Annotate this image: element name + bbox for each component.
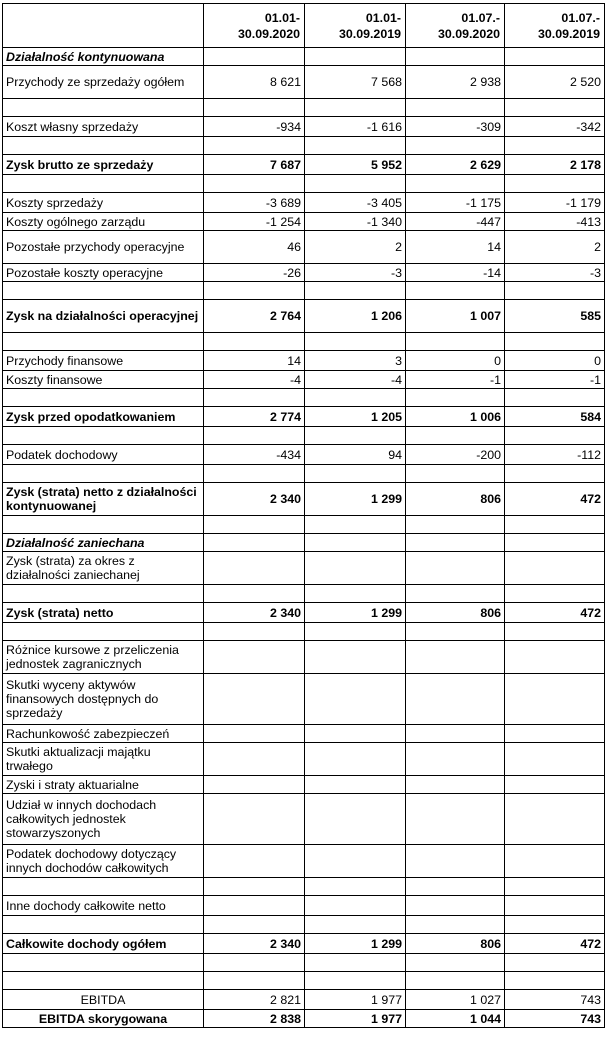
value-cell: 2 774 <box>204 407 305 427</box>
value-cell <box>505 282 605 300</box>
row-label <box>3 427 204 445</box>
table-row <box>3 776 605 794</box>
value-cell: -3 <box>305 264 406 282</box>
table-body <box>3 4 605 1028</box>
row-label <box>3 282 204 300</box>
row-label: Inne dochody całkowite netto <box>3 896 204 916</box>
value-cell <box>204 896 305 916</box>
value-cell: -14 <box>406 264 505 282</box>
row-label: Zysk przed opodatkowaniem <box>3 407 204 427</box>
value-cell <box>305 725 406 743</box>
value-cell <box>505 516 605 534</box>
value-cell <box>305 743 406 776</box>
table-row <box>3 48 605 66</box>
table-row <box>3 333 605 351</box>
value-cell: 94 <box>305 445 406 465</box>
value-cell: 1 977 <box>305 1010 406 1028</box>
value-cell: 806 <box>406 603 505 623</box>
value-cell <box>505 175 605 193</box>
value-cell <box>406 333 505 351</box>
value-cell <box>505 552 605 585</box>
row-label: Udział w innych dochodach całkowitych jednostek stowarzyszonych <box>3 794 204 845</box>
value-cell: -934 <box>204 117 305 137</box>
value-cell <box>406 845 505 878</box>
value-cell <box>505 623 605 641</box>
value-cell: 1 299 <box>305 934 406 954</box>
value-cell <box>204 845 305 878</box>
value-cell: 1 299 <box>305 483 406 516</box>
row-label: Podatek dochodowy <box>3 445 204 465</box>
value-cell <box>505 48 605 66</box>
value-cell <box>505 794 605 845</box>
value-cell: 806 <box>406 934 505 954</box>
value-cell <box>505 427 605 445</box>
value-cell: -342 <box>505 117 605 137</box>
value-cell <box>204 389 305 407</box>
value-cell <box>204 282 305 300</box>
table-row <box>3 641 605 674</box>
value-cell: 2 629 <box>406 155 505 175</box>
table-row <box>3 137 605 155</box>
table-row <box>3 1010 605 1028</box>
value-cell <box>406 916 505 934</box>
value-cell <box>305 99 406 117</box>
value-cell <box>505 99 605 117</box>
table-row <box>3 351 605 371</box>
value-cell <box>406 674 505 725</box>
value-cell: 7 687 <box>204 155 305 175</box>
value-cell: 2 178 <box>505 155 605 175</box>
value-cell <box>406 641 505 674</box>
value-cell: -3 405 <box>305 193 406 213</box>
value-cell <box>305 389 406 407</box>
value-cell <box>204 99 305 117</box>
value-cell <box>305 516 406 534</box>
value-cell: 1 007 <box>406 300 505 333</box>
value-cell <box>505 896 605 916</box>
table-row <box>3 954 605 972</box>
value-cell <box>406 465 505 483</box>
table-row <box>3 845 605 878</box>
value-cell <box>305 878 406 896</box>
value-cell <box>505 465 605 483</box>
row-label: Zysk (strata) netto z działalności kontynuowanej <box>3 483 204 516</box>
value-cell: 46 <box>204 231 305 264</box>
value-cell <box>204 954 305 972</box>
row-label: Podatek dochodowy dotyczący innych dochodów całkowitych <box>3 845 204 878</box>
value-cell <box>204 427 305 445</box>
table-row <box>3 743 605 776</box>
value-cell <box>406 552 505 585</box>
value-cell <box>204 878 305 896</box>
table-row <box>3 282 605 300</box>
value-cell: -1 254 <box>204 213 305 231</box>
value-cell <box>204 552 305 585</box>
value-cell: -309 <box>406 117 505 137</box>
table-row <box>3 407 605 427</box>
value-cell: -413 <box>505 213 605 231</box>
value-cell: -26 <box>204 264 305 282</box>
value-cell: 0 <box>505 351 605 371</box>
row-label: Zysk (strata) netto <box>3 603 204 623</box>
value-cell <box>204 725 305 743</box>
value-cell: -4 <box>305 371 406 389</box>
value-cell <box>305 916 406 934</box>
row-label: Przychody finansowe <box>3 351 204 371</box>
value-cell <box>305 552 406 585</box>
value-cell: -1 <box>505 371 605 389</box>
value-cell: 2 838 <box>204 1010 305 1028</box>
value-cell <box>305 282 406 300</box>
row-label <box>3 516 204 534</box>
value-cell: 2 340 <box>204 483 305 516</box>
row-label <box>3 954 204 972</box>
value-cell: -1 340 <box>305 213 406 231</box>
header-row <box>3 4 605 48</box>
table-row <box>3 725 605 743</box>
table-row <box>3 427 605 445</box>
row-label: Koszty sprzedaży <box>3 193 204 213</box>
value-cell <box>505 389 605 407</box>
table-row <box>3 213 605 231</box>
row-label: EBITDA <box>3 990 204 1010</box>
value-cell <box>305 896 406 916</box>
value-cell <box>204 916 305 934</box>
value-cell <box>305 776 406 794</box>
value-cell <box>204 794 305 845</box>
value-cell <box>305 623 406 641</box>
table-row <box>3 794 605 845</box>
table-row <box>3 534 605 552</box>
row-label: Zyski i straty aktuarialne <box>3 776 204 794</box>
table-row <box>3 516 605 534</box>
table-row <box>3 155 605 175</box>
value-cell <box>406 48 505 66</box>
table-row <box>3 264 605 282</box>
value-cell <box>505 674 605 725</box>
header-cell: 01.01- 30.09.2019 <box>305 4 406 48</box>
table-row <box>3 674 605 725</box>
row-label: Pozostałe przychody operacyjne <box>3 231 204 264</box>
value-cell: 1 006 <box>406 407 505 427</box>
value-cell: 2 938 <box>406 66 505 99</box>
value-cell <box>406 427 505 445</box>
value-cell <box>406 954 505 972</box>
value-cell <box>204 48 305 66</box>
value-cell: 2 821 <box>204 990 305 1010</box>
value-cell: 2 764 <box>204 300 305 333</box>
value-cell: 0 <box>406 351 505 371</box>
value-cell <box>505 641 605 674</box>
value-cell: -1 616 <box>305 117 406 137</box>
value-cell: 1 299 <box>305 603 406 623</box>
value-cell <box>505 333 605 351</box>
row-label: Rachunkowość zabezpieczeń <box>3 725 204 743</box>
value-cell: -112 <box>505 445 605 465</box>
table-row <box>3 300 605 333</box>
value-cell: 3 <box>305 351 406 371</box>
header-label-cell <box>3 4 204 48</box>
row-label: Skutki wyceny aktywów finansowych dostępnych do sprzedaży <box>3 674 204 725</box>
value-cell <box>305 534 406 552</box>
value-cell: 2 <box>305 231 406 264</box>
table-row <box>3 972 605 990</box>
value-cell <box>305 333 406 351</box>
value-cell: 472 <box>505 483 605 516</box>
value-cell <box>505 776 605 794</box>
value-cell: 1 205 <box>305 407 406 427</box>
value-cell: -1 <box>406 371 505 389</box>
value-cell <box>204 743 305 776</box>
value-cell <box>204 516 305 534</box>
value-cell: 14 <box>204 351 305 371</box>
table-row <box>3 916 605 934</box>
value-cell <box>505 954 605 972</box>
table-row <box>3 623 605 641</box>
table-row <box>3 175 605 193</box>
value-cell: 806 <box>406 483 505 516</box>
value-cell: 743 <box>505 1010 605 1028</box>
value-cell: 472 <box>505 934 605 954</box>
value-cell <box>305 972 406 990</box>
value-cell: 14 <box>406 231 505 264</box>
value-cell: 1 027 <box>406 990 505 1010</box>
value-cell <box>505 137 605 155</box>
value-cell <box>505 585 605 603</box>
row-label <box>3 175 204 193</box>
value-cell <box>505 743 605 776</box>
value-cell <box>406 585 505 603</box>
table-row <box>3 231 605 264</box>
table-row <box>3 193 605 213</box>
value-cell: 1 977 <box>305 990 406 1010</box>
value-cell <box>204 585 305 603</box>
row-label: Koszty finansowe <box>3 371 204 389</box>
table-row <box>3 896 605 916</box>
row-label: Zysk (strata) za okres z działalności zaniechanej <box>3 552 204 585</box>
value-cell: -1 175 <box>406 193 505 213</box>
value-cell: 7 568 <box>305 66 406 99</box>
row-label <box>3 389 204 407</box>
row-label: Pozostałe koszty operacyjne <box>3 264 204 282</box>
value-cell <box>406 175 505 193</box>
value-cell: -4 <box>204 371 305 389</box>
value-cell <box>505 845 605 878</box>
value-cell <box>204 333 305 351</box>
row-label <box>3 585 204 603</box>
row-label: Zysk brutto ze sprzedaży <box>3 155 204 175</box>
row-label: Skutki aktualizacji majątku trwałego <box>3 743 204 776</box>
value-cell: 1 206 <box>305 300 406 333</box>
value-cell <box>406 896 505 916</box>
value-cell <box>406 99 505 117</box>
row-label: Działalność kontynuowana <box>3 48 204 66</box>
value-cell <box>204 534 305 552</box>
header-cell: 01.07.- 30.09.2020 <box>406 4 505 48</box>
value-cell: 2 340 <box>204 934 305 954</box>
value-cell: -3 <box>505 264 605 282</box>
table-row <box>3 389 605 407</box>
value-cell <box>305 794 406 845</box>
row-label: Działalność zaniechana <box>3 534 204 552</box>
value-cell <box>406 534 505 552</box>
value-cell: 8 621 <box>204 66 305 99</box>
value-cell <box>204 465 305 483</box>
row-label <box>3 916 204 934</box>
value-cell: 2 520 <box>505 66 605 99</box>
value-cell <box>204 674 305 725</box>
value-cell: 472 <box>505 603 605 623</box>
table-row <box>3 483 605 516</box>
value-cell: -447 <box>406 213 505 231</box>
value-cell: 584 <box>505 407 605 427</box>
value-cell: 5 952 <box>305 155 406 175</box>
row-label: Przychody ze sprzedaży ogółem <box>3 66 204 99</box>
value-cell <box>505 725 605 743</box>
header-cell: 01.01- 30.09.2020 <box>204 4 305 48</box>
value-cell <box>305 641 406 674</box>
row-label: Koszt własny sprzedaży <box>3 117 204 137</box>
value-cell <box>204 641 305 674</box>
value-cell <box>406 282 505 300</box>
value-cell <box>305 585 406 603</box>
value-cell <box>406 389 505 407</box>
value-cell <box>406 725 505 743</box>
value-cell: -3 689 <box>204 193 305 213</box>
value-cell <box>305 954 406 972</box>
value-cell: 2 <box>505 231 605 264</box>
row-label <box>3 623 204 641</box>
value-cell <box>204 776 305 794</box>
value-cell <box>305 175 406 193</box>
row-label <box>3 99 204 117</box>
value-cell <box>406 878 505 896</box>
value-cell <box>305 48 406 66</box>
value-cell <box>406 776 505 794</box>
table-row <box>3 465 605 483</box>
value-cell <box>204 972 305 990</box>
value-cell: -1 179 <box>505 193 605 213</box>
table-row <box>3 66 605 99</box>
row-label: Różnice kursowe z przeliczenia jednostek zagranicznych <box>3 641 204 674</box>
row-label <box>3 878 204 896</box>
row-label: Całkowite dochody ogółem <box>3 934 204 954</box>
row-label: EBITDA skorygowana <box>3 1010 204 1028</box>
table-row <box>3 990 605 1010</box>
value-cell <box>505 534 605 552</box>
row-label <box>3 137 204 155</box>
value-cell <box>406 137 505 155</box>
value-cell <box>505 878 605 896</box>
table-row <box>3 585 605 603</box>
value-cell: 1 044 <box>406 1010 505 1028</box>
value-cell <box>204 137 305 155</box>
row-label: Koszty ogólnego zarządu <box>3 213 204 231</box>
table-row <box>3 371 605 389</box>
table-row <box>3 878 605 896</box>
value-cell <box>406 516 505 534</box>
value-cell <box>305 137 406 155</box>
value-cell <box>505 916 605 934</box>
header-cell: 01.07.- 30.09.2019 <box>505 4 605 48</box>
value-cell <box>406 623 505 641</box>
value-cell: 2 340 <box>204 603 305 623</box>
table-row <box>3 117 605 137</box>
financial-statement-table <box>2 3 605 1028</box>
row-label: Zysk na działalności operacyjnej <box>3 300 204 333</box>
table-row <box>3 603 605 623</box>
value-cell <box>305 427 406 445</box>
table-row <box>3 445 605 465</box>
value-cell <box>406 972 505 990</box>
value-cell <box>305 845 406 878</box>
value-cell: 585 <box>505 300 605 333</box>
value-cell <box>305 465 406 483</box>
table-row <box>3 99 605 117</box>
value-cell: 743 <box>505 990 605 1010</box>
row-label <box>3 333 204 351</box>
table-row <box>3 934 605 954</box>
value-cell <box>204 175 305 193</box>
value-cell: -200 <box>406 445 505 465</box>
value-cell <box>406 743 505 776</box>
row-label <box>3 972 204 990</box>
value-cell <box>406 794 505 845</box>
value-cell <box>204 623 305 641</box>
value-cell: -434 <box>204 445 305 465</box>
table-row <box>3 552 605 585</box>
value-cell <box>305 674 406 725</box>
value-cell <box>505 972 605 990</box>
row-label <box>3 465 204 483</box>
